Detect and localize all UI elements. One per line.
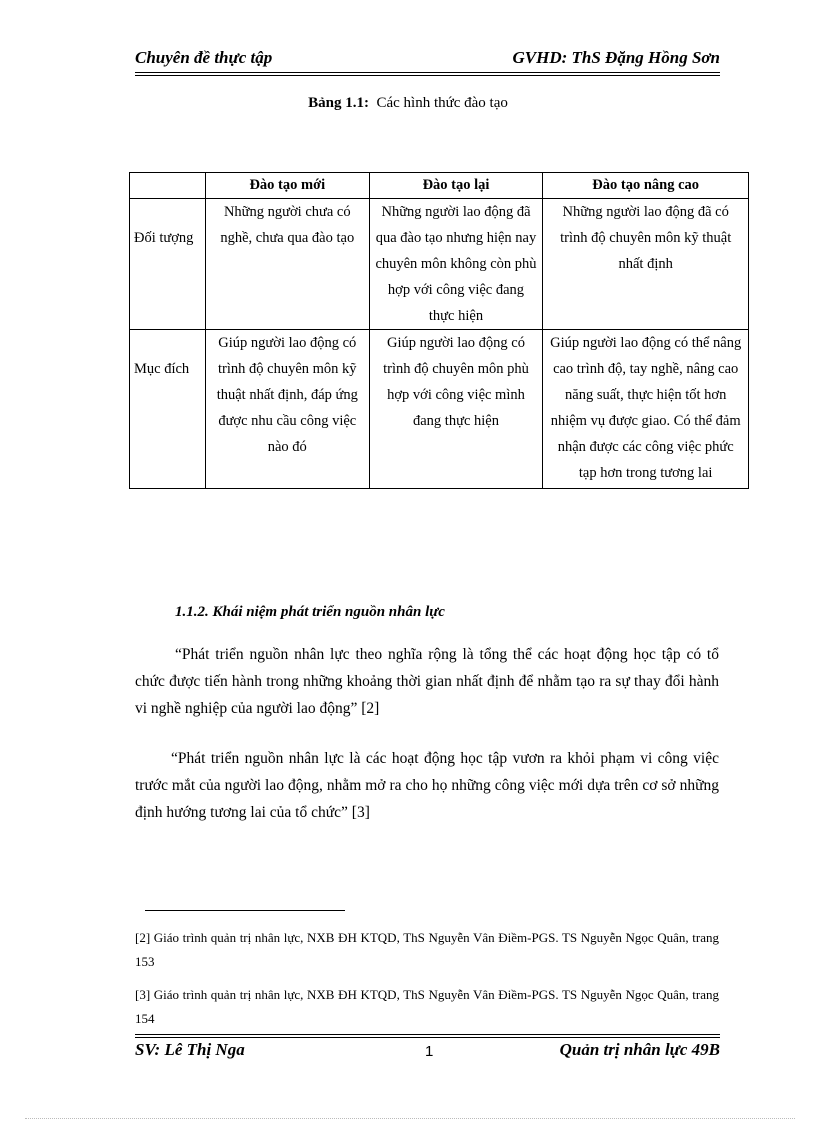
footnote-separator: [145, 910, 345, 911]
header-right-advisor: GVHD: ThS Đặng Hồng Sơn: [512, 48, 720, 67]
footer-rule-thin: [135, 1034, 720, 1035]
table-cell: Giúp người lao động có trình độ chuyên môn kỹ thuật nhất định, đáp ứng được nhu cầu công việc nào đó: [205, 330, 369, 489]
table-cell: Giúp người lao động có trình độ chuyên môn phù hợp với công việc mình đang thực hiện: [369, 330, 543, 489]
row-label: Mục đích: [130, 330, 206, 489]
header-left-title: Chuyên đề thực tập: [135, 48, 273, 67]
footer-student: SV: Lê Thị Nga: [135, 1040, 245, 1059]
table-caption-label: Bảng 1.1:: [308, 95, 369, 111]
table-cell: Giúp người lao động có thể nâng cao trình độ, tay nghề, nâng cao năng suất, thực hiện tốt hơn nhiệm vụ được giao. Có thể đảm nhận được các công việc phức tạp hơn trong tương lai: [543, 330, 749, 489]
training-forms-table: [129, 172, 749, 489]
paragraph-text: “Phát triển nguồn nhân lực là các hoạt động học tập vươn ra khỏi phạm vi công việc trước mắt của người lao động, nhằm mở ra cho họ những công việc mới dựa trên cơ sở những định hướng tương lai của tổ chức” [3]: [135, 750, 719, 821]
paragraph: [135, 745, 719, 826]
page-number: 1: [425, 1043, 434, 1060]
footer-class: Quản trị nhân lực 49B: [559, 1040, 720, 1059]
paragraph-text: “Phát triển nguồn nhân lực theo nghĩa rộng là tổng thể các hoạt động học tập có tổ chức được tiến hành trong những khoảng thời gian nhất định để nhằm tạo ra sự thay đổi hành vi nghề nghiệp của người lao động” [2]: [135, 646, 719, 717]
table-cell: Những người lao động đã qua đào tạo nhưng hiện nay chuyên môn không còn phù hợp với công việc đang thực hiện: [369, 199, 543, 330]
header-rule-thin: [135, 75, 720, 76]
footnote: [3] Giáo trình quản trị nhân lực, NXB ĐH KTQD, ThS Nguyễn Vân Điềm-PGS. TS Nguyễn Ngọc Quân, trang 154: [135, 987, 719, 1026]
table-header-cell: Đào tạo nâng cao: [543, 173, 749, 199]
table-header-cell: Đào tạo lại: [369, 173, 543, 199]
header-rule: [135, 72, 720, 73]
paragraph: [135, 641, 719, 722]
page-header: [135, 48, 720, 72]
table-cell: Những người chưa có nghề, chưa qua đào tạo: [205, 199, 369, 330]
footnote: [2] Giáo trình quản trị nhân lực, NXB ĐH KTQD, ThS Nguyễn Vân Điềm-PGS. TS Nguyễn Ngọc Quân, trang 153: [135, 930, 719, 969]
table-caption: [0, 95, 816, 112]
table-header-cell: [130, 173, 206, 199]
table-header-cell: Đào tạo mới: [205, 173, 369, 199]
table-cell: Những người lao động đã có trình độ chuyên môn kỹ thuật nhất định: [543, 199, 749, 330]
page-edge: [25, 1118, 795, 1119]
table-row: [130, 199, 749, 330]
row-label: Đối tượng: [130, 199, 206, 330]
page-footer: [135, 1040, 720, 1064]
table-row: [130, 330, 749, 489]
table-header-row: [130, 173, 749, 199]
footer-rule: [135, 1037, 720, 1038]
table-caption-title: Các hình thức đào tạo: [376, 95, 508, 111]
section-heading: 1.1.2. Khái niệm phát triển nguồn nhân lực: [175, 604, 445, 620]
